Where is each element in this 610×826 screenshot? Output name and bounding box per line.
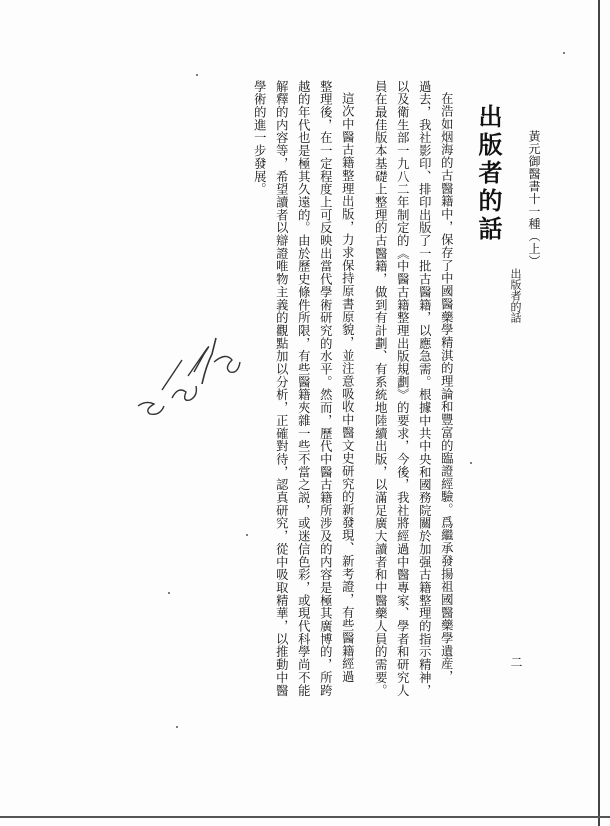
- body-line: 越的年代也是極其久遠的。由於歷史條件所限，有些醫籍夾雜一些不當之説，或迷信色彩，或現代科學尚不能: [296, 80, 311, 697]
- scan-speck: [176, 726, 178, 728]
- body-line: 學術的進一步發展。: [252, 80, 267, 196]
- body-line: 這次中醫古籍整理出版，力求保持原書原貌，並注意吸收中醫文史研究的新發現、新考證，有些醫籍經過: [340, 92, 355, 684]
- body-line: 過去，我社影印、排印出版了一批古醫籍，以應急需。根據中共中央和國務院關於加强古籍整理的指示精神，: [417, 80, 432, 697]
- page-number: 二: [509, 656, 523, 668]
- body-line: 員在最佳版本基礎上整理的古醫籍，做到有計劃、有系統地陸續出版，以滿足廣大讀者和中醫藥人員的需要。: [373, 80, 388, 697]
- scan-speck: [563, 52, 565, 54]
- page-bottom-edge: [0, 816, 610, 818]
- handwritten-date-note: [128, 318, 248, 428]
- scan-speck: [196, 74, 198, 76]
- running-header-book-title: 黃元御醫書十一種（上）: [527, 130, 541, 268]
- scan-speck: [168, 592, 170, 594]
- body-line: 以及衛生部一九八二年制定的《中醫古籍整理出版規劃》的要求，今後，我社將經過中醫專家、學者和研究人: [395, 80, 410, 697]
- running-header-section: 出版者的話: [509, 268, 522, 323]
- page-title: 出版者的話: [474, 104, 503, 244]
- scan-speck: [246, 534, 248, 536]
- body-line: 在浩如烟海的古醫籍中，保存了中國醫藥學精淇的理論和豐富的臨證經驗。爲繼承發揚祖國醫藥學遺産，: [439, 92, 454, 684]
- body-line: 解釋的内容等，希望讀者以辯證唯物主義的觀點加以分析，正確對待，認真研究，從中吸取精華，以推動中醫: [274, 80, 289, 697]
- scan-speck: [470, 462, 472, 464]
- page-right-edge: [598, 0, 600, 826]
- body-line: 整理後，在一定程度上可反映出當代學術研究的水平。然而，歷代中醫古籍所涉及的内容是極其廣博的，所跨: [318, 80, 333, 697]
